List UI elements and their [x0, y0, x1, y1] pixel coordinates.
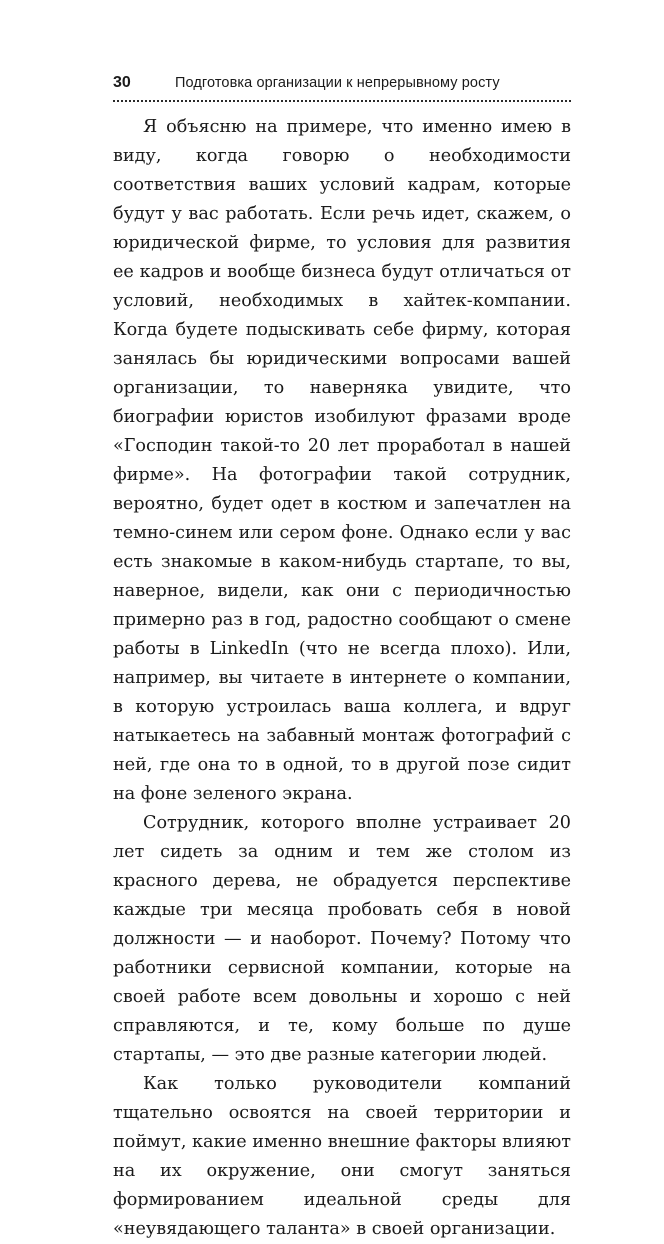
paragraph: Я объясню на примере, что именно имею в виду, когда говорю о необходимости соответствия ваших условий кадрам, которые будут у вас работать. Если речь идет, скажем, о юридической фирме, то условия для развития ее кадров и вообще бизнеса будут отличаться от условий, необходимых в хайтек-компании. Когда будете подыскивать себе фирму, которая занялась бы юридическими вопросами вашей организации, то наверняка увидите, что биографии юристов изобилуют фразами вроде «Господин такой-то 20 лет проработал в нашей фирме». На фотографии такой сотрудник, вероятно, будет одет в костюм и запечатлен на темно-синем или сером фоне. Однако если у вас есть знакомые в каком-нибудь стартапе, то вы, наверное, видели, как они с периодичностью примерно раз в год, радостно сообщают о смене работы в LinkedIn (что не всегда плохо). Или, например, вы читаете в интернете о компании, в которую устроилась ваша коллега, и вдруг натыкаетесь на забавный монтаж фотографий с ней, где она то в одной, то в другой позе сидит на фоне зеленого экрана.	[113, 117, 571, 804]
paragraph: Сотрудник, которого вполне устраивает 20 лет сидеть за одним и тем же столом из красного дерева, не обрадуется перспективе каждые три месяца пробовать себя в новой должности — и наоборот. Почему? Потому что работники сервисной компании, которые на своей работе всем довольны и хорошо с ней справляются, и те, кому больше по душе стартапы, — это две разные категории людей.	[113, 813, 571, 1065]
paragraph: Как только руководители компаний тщательно освоятся на своей территории и поймут, какие именно внешние факторы влияют на их окружение, они смогут заняться формированием идеальной среды для «неувядающего таланта» в своей организации.	[113, 1074, 571, 1239]
body-text	[113, 113, 571, 1244]
chapter-title: Подготовка организации к непрерывному росту	[175, 75, 500, 91]
running-head	[113, 74, 571, 92]
page-number: 30	[113, 74, 131, 91]
header-dotted-rule	[113, 100, 571, 102]
